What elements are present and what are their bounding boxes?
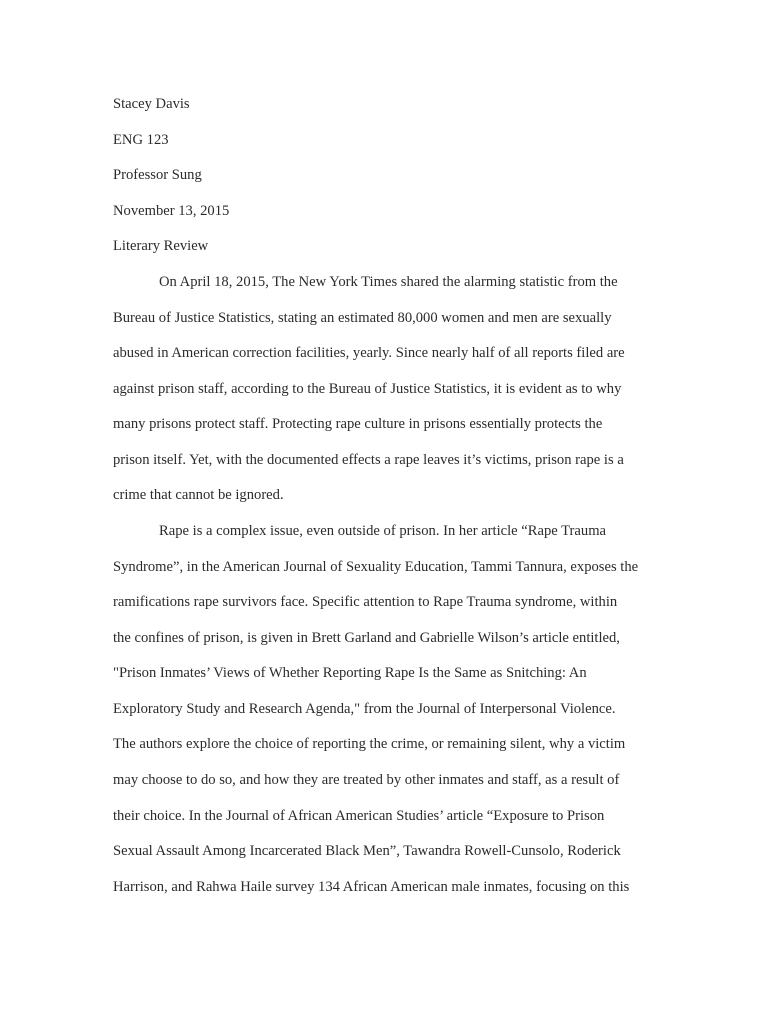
- student-name: Stacey Davis: [113, 96, 190, 112]
- paragraph-line: On April 18, 2015, The New York Times shared the alarming statistic from the: [159, 274, 618, 290]
- paragraph-line: their choice. In the Journal of African American Studies’ article “Exposure to Prison: [113, 808, 605, 824]
- paragraph-line: The authors explore the choice of reporting the crime, or remaining silent, why a victim: [113, 736, 626, 752]
- paragraph-line: crime that cannot be ignored.: [113, 487, 284, 503]
- paragraph-line: Harrison, and Rahwa Haile survey 134 African American male inmates, focusing on this: [113, 879, 630, 895]
- paragraph-line: prison itself. Yet, with the documented effects a rape leaves it’s victims, prison rape is a: [113, 452, 624, 468]
- paragraph-line: "Prison Inmates’ Views of Whether Reporting Rape Is the Same as Snitching: An: [113, 665, 587, 681]
- paragraph-line: against prison staff, according to the Bureau of Justice Statistics, it is evident as to why: [113, 381, 622, 397]
- document-title: Literary Review: [113, 238, 209, 254]
- paragraph-line: Exploratory Study and Research Agenda," from the Journal of Interpersonal Violence.: [113, 701, 616, 717]
- paragraph-line: Rape is a complex issue, even outside of prison. In her article “Rape Trauma: [159, 523, 607, 539]
- paragraph-line: the confines of prison, is given in Brett Garland and Gabrielle Wilson’s article entitled,: [113, 630, 620, 646]
- paragraph-line: ramifications rape survivors face. Specific attention to Rape Trauma syndrome, within: [113, 594, 618, 610]
- paragraph-line: Syndrome”, in the American Journal of Sexuality Education, Tammi Tannura, exposes the: [113, 559, 639, 575]
- paragraph-line: abused in American correction facilities, yearly. Since nearly half of all reports filed are: [113, 345, 625, 361]
- professor-name: Professor Sung: [113, 167, 202, 183]
- document-date: November 13, 2015: [113, 203, 230, 219]
- paragraph-line: Sexual Assault Among Incarcerated Black Men”, Tawandra Rowell-Cunsolo, Roderick: [113, 843, 621, 859]
- paragraph-line: many prisons protect staff. Protecting rape culture in prisons essentially protects the: [113, 416, 603, 432]
- course-name: ENG 123: [113, 132, 169, 148]
- paragraph-line: Bureau of Justice Statistics, stating an estimated 80,000 women and men are sexually: [113, 310, 612, 326]
- paragraph-line: may choose to do so, and how they are treated by other inmates and staff, as a result of: [113, 772, 620, 788]
